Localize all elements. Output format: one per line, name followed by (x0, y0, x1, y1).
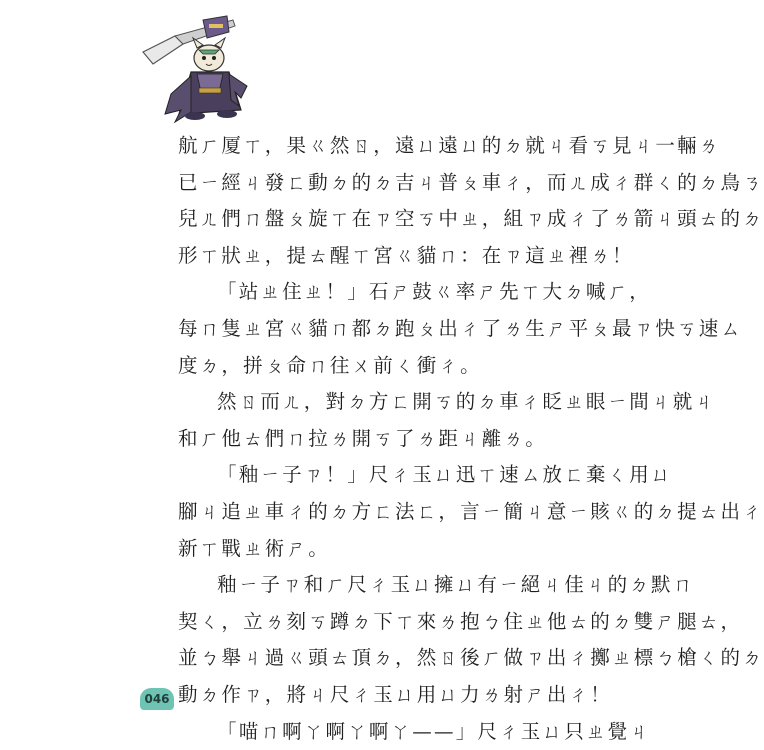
text-line-3: 兒ㄦ們ㄇ盤ㄆ旋ㄒ在ㄗ空ㄎ中ㄓ，組ㄗ成ㄔ了ㄌ箭ㄐ頭ㄊ的ㄉ (178, 207, 764, 231)
cat-warrior-character-icon (135, 14, 250, 124)
text-line-12: 新ㄒ戰ㄓ術ㄕ。 (178, 536, 330, 560)
text-line-4: 形ㄒ狀ㄓ，提ㄊ醒ㄒ宮ㄍ貓ㄇ：在ㄗ這ㄓ裡ㄌ！ (178, 243, 634, 267)
text-line-5: 「站ㄓ住ㄓ！」石ㄕ鼓ㄍ率ㄕ先ㄒ大ㄉ喊ㄏ， (217, 280, 652, 304)
text-line-11: 腳ㄐ追ㄓ車ㄔ的ㄉ方ㄈ法ㄈ，言ㄧ簡ㄐ意ㄧ賅ㄍ的ㄉ提ㄊ出ㄔ (178, 499, 764, 523)
text-line-10: 「釉ㄧ子ㄗ！」尺ㄔ玉ㄩ迅ㄒ速ㄙ放ㄈ棄ㄑ用ㄩ (217, 463, 673, 487)
text-line-9: 和ㄏ他ㄊ們ㄇ拉ㄌ開ㄎ了ㄌ距ㄐ離ㄌ。 (178, 426, 547, 450)
text-line-1: 航ㄏ厦ㄒ，果ㄍ然ㄖ，遠ㄩ遠ㄩ的ㄉ就ㄐ看ㄎ見ㄐ一輛ㄌ (178, 134, 721, 157)
text-line-8: 然ㄖ而ㄦ，對ㄉ方ㄈ開ㄎ的ㄉ車ㄔ眨ㄓ眼ㄧ間ㄐ就ㄐ (217, 390, 717, 414)
text-line-17: 「喵ㄇ啊ㄚ啊ㄚ啊ㄚ——」尺ㄔ玉ㄩ只ㄓ覺ㄐ (217, 719, 652, 743)
text-line-13: 釉ㄧ子ㄗ和ㄏ尺ㄔ玉ㄩ擁ㄩ有ㄧ絕ㄐ佳ㄐ的ㄉ默ㄇ (217, 573, 695, 597)
page-number-badge: 046 (140, 688, 174, 710)
text-line-7: 度ㄉ，拼ㄆ命ㄇ往ㄨ前ㄑ衝ㄔ。 (178, 353, 482, 377)
story-text (178, 128, 764, 750)
text-line-16: 動ㄉ作ㄗ，將ㄐ尺ㄔ玉ㄩ用ㄩ力ㄌ射ㄕ出ㄔ！ (178, 682, 613, 706)
text-line-14: 契ㄑ，立ㄌ刻ㄎ蹲ㄉ下ㄒ來ㄌ抱ㄅ住ㄓ他ㄊ的ㄉ雙ㄕ腿ㄊ， (178, 609, 743, 633)
text-line-15: 並ㄅ舉ㄐ過ㄍ頭ㄊ頂ㄉ，然ㄖ後ㄏ做ㄗ出ㄔ擲ㄓ標ㄅ槍ㄑ的ㄉ (178, 646, 764, 670)
text-line-2: 已ㄧ經ㄐ發ㄈ動ㄉ的ㄉ吉ㄐ普ㄆ車ㄔ，而ㄦ成ㄔ群ㄑ的ㄉ鳥ㄋ (178, 170, 764, 194)
text-line-6: 每ㄇ隻ㄓ宮ㄍ貓ㄇ都ㄉ跑ㄆ出ㄔ了ㄌ生ㄕ平ㄆ最ㄗ快ㄎ速ㄙ (178, 316, 743, 340)
